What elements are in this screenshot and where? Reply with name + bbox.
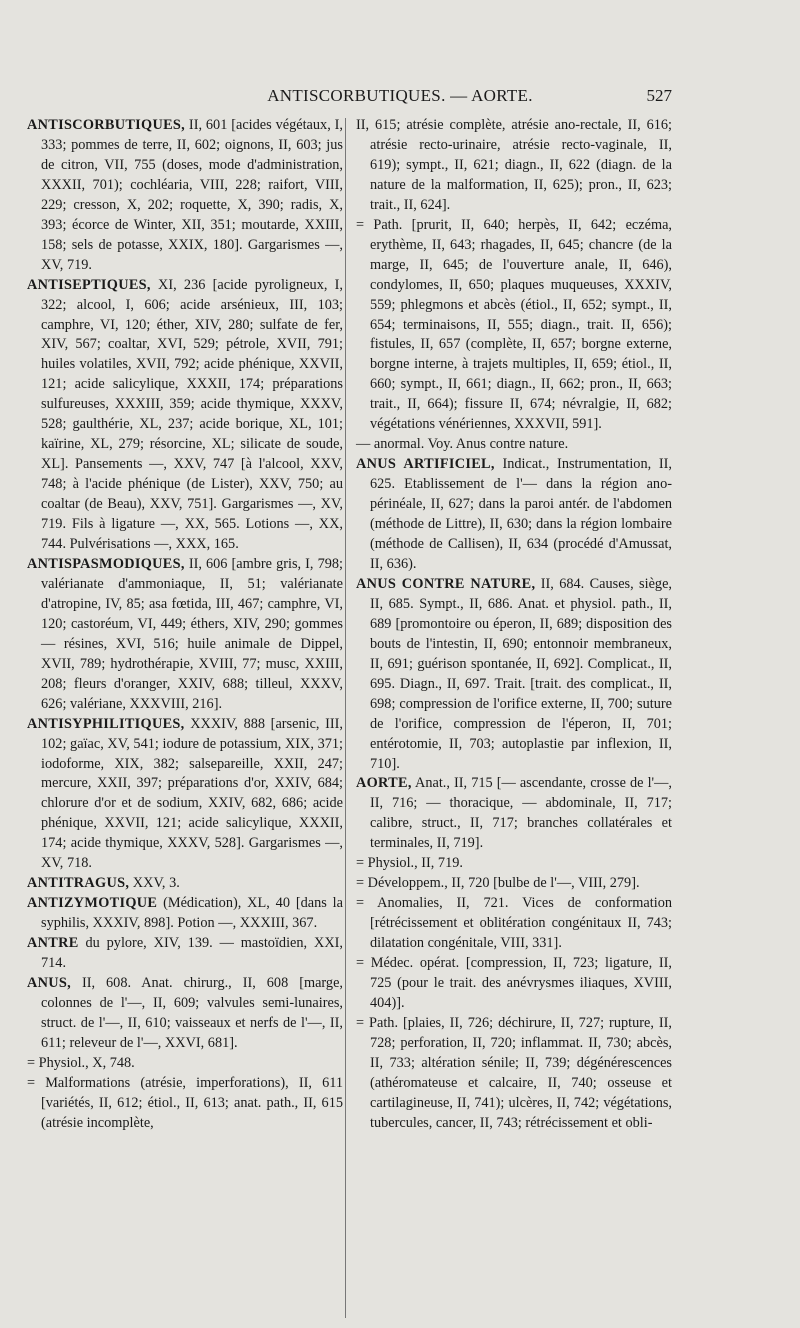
dictionary-entry [356,774,672,854]
entry-headword: ANTISPASMODIQUES, [27,555,185,572]
entry-headword: ANUS ARTIFICIEL, [356,456,495,473]
entry-headword: ANTISCORBUTIQUES, [27,117,186,133]
entry-text: = Anomalies, II, 721. Vices de conformation [rétrécissement et oblitération congénitaux II, 743; dilatation congénitale, VIII, 331]. [356,895,672,952]
entry-text: II, 684. Causes, siège, II, 685. Sympt., II, 686. Anat. et physiol. path., II, 689 [promontoire ou éperon, II, 689; disposition des bouts de l'intestin, II, 690; entonnoir membraneux, II, 691; guérison spontanée, II, 692]. Complicat., II, 695. Diagn., II, 697. Trait. [trait. des complicat., II, 698; compression de l'orifice externe, II, 700; suture de l'orifice, compression de l'éperon, II, 701; entérotomie, II, 703; autoplastie par inflexion, II, 710]. [370,575,672,772]
running-head [0,86,800,110]
entry-text: = Médec. opérat. [compression, II, 723; ligature, II, 725 (pour le trait. des anévrysmes iliaques, XVIII, 404)]. [356,955,672,1011]
entry-subsection [356,116,672,216]
entry-subsection [356,435,672,455]
entry-subsection [356,854,672,874]
entry-headword: ANTITRAGUS, [27,875,130,892]
entry-text: — anormal. Voy. Anus contre nature. [356,436,569,453]
entry-headword: ANTIZYMOTIQUE [27,895,158,912]
entry-text: XI, 236 [acide pyroligneux, I, 322; alcool, I, 606; acide arsénieux, III, 103; camphre, VI, 120; éther, XIV, 280; sulfate de fer, XIV, 567; coaltar, XVI, 529; pétrole, XVII, 791; huiles volatiles, XVII, 792; acide phénique, XXVII, 121; acide salicylique, XXXII, 174; préparations sulfureuses, XXXIII, 359; acide thymique, XXXV, 528; gaulthérie, XL, 237; acide borique, XL, 101; kaïrine, XL, 279; résorcine, XL; silicate de soude, XL]. Pansements —, XXV, 747 [à l'alcool, XXV, 748; à l'acide phénique (de Lister), XXV, 750; au coaltar (de Beau), XXV, 751]. Gargarismes —, XV, 719. Fils à ligature —, XX, 565. Lotions —, XX, 744. Pulvérisations —, XXX, 165. [41,276,343,553]
entry-text: = Malformations (atrésie, imperforations), II, 611 [variétés, II, 612; étiol., II, 613; anat. path., II, 615 (atrésie incomplète, [27,1074,343,1131]
dictionary-entry [27,934,343,974]
entry-text: = Path. [plaies, II, 726; déchirure, II, 727; rupture, II, 728; perforation, II, 720; inflammat. II, 730; abcès, II, 733; altération sénile; II, 739; dégénérescences (athéromateuse et calcaire, II, 740; osseuse et cartilagineuse, II, 741); ulcères, II, 742; végétations, tubercules, cancer, II, 743; rétrécissement et obli- [356,1014,672,1131]
entry-text: Indicat., Instrumentation, II, 625. Etablissement de l'— dans la région ano-périnéale, II, 627; dans la paroi antér. de l'abdomen (méthode de Littre), II, 630; dans la région lombaire (méthode de Callisen), II, 634 (procédé d'Amussat, II, 636). [370,456,672,572]
entry-subsection [356,874,672,894]
dictionary-entry [27,555,343,715]
right-column [356,116,672,1134]
entry-text: = Physiol., II, 719. [356,855,463,872]
dictionary-entry [356,455,672,575]
entry-headword: ANTISEPTIQUES, [27,276,151,293]
entry-text: II, 615; atrésie complète, atrésie ano-rectale, II, 616; atrésie recto-urinaire, atrésie recto-vaginale, II, 619); sympt., II, 621; diagn., II, 622 (diagn. de la nature de la malformation, II, 625); pron., II, 623; trait., II, 624]. [356,117,672,213]
dictionary-entry [356,575,672,775]
entry-text: Anat., II, 715 [— ascendante, crosse de l'—, II, 716; — thoracique, — abdominale, II, 717; calibre, struct., II, 717; branches collatérales et terminales, II, 719]. [370,775,672,852]
entry-subsection [356,216,672,435]
entry-text: = Path. [prurit, II, 640; herpès, II, 642; eczéma, erythème, II, 643; rhagades, II, 645; chancre (de la marge, II, 645; de l'ouverture anale, II, 646), condylomes, II, 650; plaques muqueuses, XXXIV, 559; phlegmons et abcès (étiol., II, 652; sympt., II, 654; terminaisons, II, 555; diagn., trait. II, 656); fistules, II, 657 (complète, II, 657; borgne externe, borgne interne, à trajets multiples, II, 659; étiol., II, 660; sympt., II, 661; diagn., II, 662; pron., II, 663; trait., II, 664); fissure II, 674; névralgie, II, 682; végétations vénériennes, XXXVII, 591]. [356,216,672,433]
dictionary-entry [27,715,343,875]
column-divider [345,118,346,1318]
entry-text: XXXIV, 888 [arsenic, III, 102; gaïac, XV, 541; iodure de potassium, XIX, 371; iodoforme, XIX, 382; salsepareille, XXII, 247; mercure, XXII, 397; préparations d'or, XXIV, 684; chlorure d'or et de sodium, XXIV, 682, 686; acide phénique, XXVII, 121; acide salicylique, XXXII, 174; acide thymique, XXXV, 528]. Gargarismes —, XV, 718. [41,715,343,872]
entry-subsection [27,1054,343,1074]
entry-headword: ANUS, [27,974,71,991]
dictionary-entry [27,874,343,894]
dictionary-entry [27,116,343,276]
entry-text: II, 608. Anat. chirurg., II, 608 [marge, colonnes de l'—, II, 609; valvules semi-lunaires, struct. de l'—, II, 610; vaisseaux et nerfs de l'—, II, 611; releveur de l'—, XXVI, 681]. [41,974,343,1051]
entry-headword: AORTE, [356,775,412,792]
entry-text: XXV, 3. [129,875,180,892]
entry-subsection [356,954,672,1014]
entry-subsection [356,894,672,954]
dictionary-entry [27,974,343,1054]
dictionary-entry [27,894,343,934]
entry-text: = Développem., II, 720 [bulbe de l'—, VIII, 279]. [356,875,640,892]
entry-headword: ANUS CONTRE NATURE, [356,575,536,592]
entry-text: du pylore, XIV, 139. — mastoïdien, XXI, 714. [41,935,343,972]
entry-text: II, 601 [acides végétaux, I, 333; pommes de terre, II, 602; oignons, II, 603; jus de citron, VII, 755 (doses, mode d'administration, XXXII, 701); cochléaria, VIII, 228; raifort, VIII, 229; cresson, X, 202; roquette, X, 390; radis, X, 393; écorce de Winter, XII, 351; moutarde, XXIII, 158; sels de potasse, XXIX, 180]. Gargarismes —, XV, 719. [41,117,343,273]
entry-subsection [356,1014,672,1134]
entry-text: (Médication), XL, 40 [dans la syphilis, XXXIV, 898]. Potion —, XXXIII, 367. [41,895,343,932]
entry-headword: ANTISYPHILITIQUES, [27,715,185,732]
entry-subsection [27,1074,343,1134]
entry-text: II, 606 [ambre gris, I, 798; valérianate d'ammoniaque, II, 51; valérianate d'atropine, IV, 85; asa fœtida, III, 467; camphre, VI, 120; castoréum, VI, 449; éthers, XIV, 290; gommes — résines, XVI, 516; huile animale de Dippel, XVII, 789; hydrothérapie, XVIII, 77; musc, XXIII, 208; fleurs d'oranger, XXIV, 688; tilleul, XXXV, 626; valériane, XXXVIII, 216]. [41,555,343,712]
left-column [27,116,343,1134]
page-number: 527 [646,86,672,105]
entry-headword: ANTRE [27,935,79,952]
entry-text: = Physiol., X, 748. [27,1054,135,1071]
running-title: ANTISCORBUTIQUES. — AORTE. [267,86,533,105]
dictionary-entry [27,276,343,555]
